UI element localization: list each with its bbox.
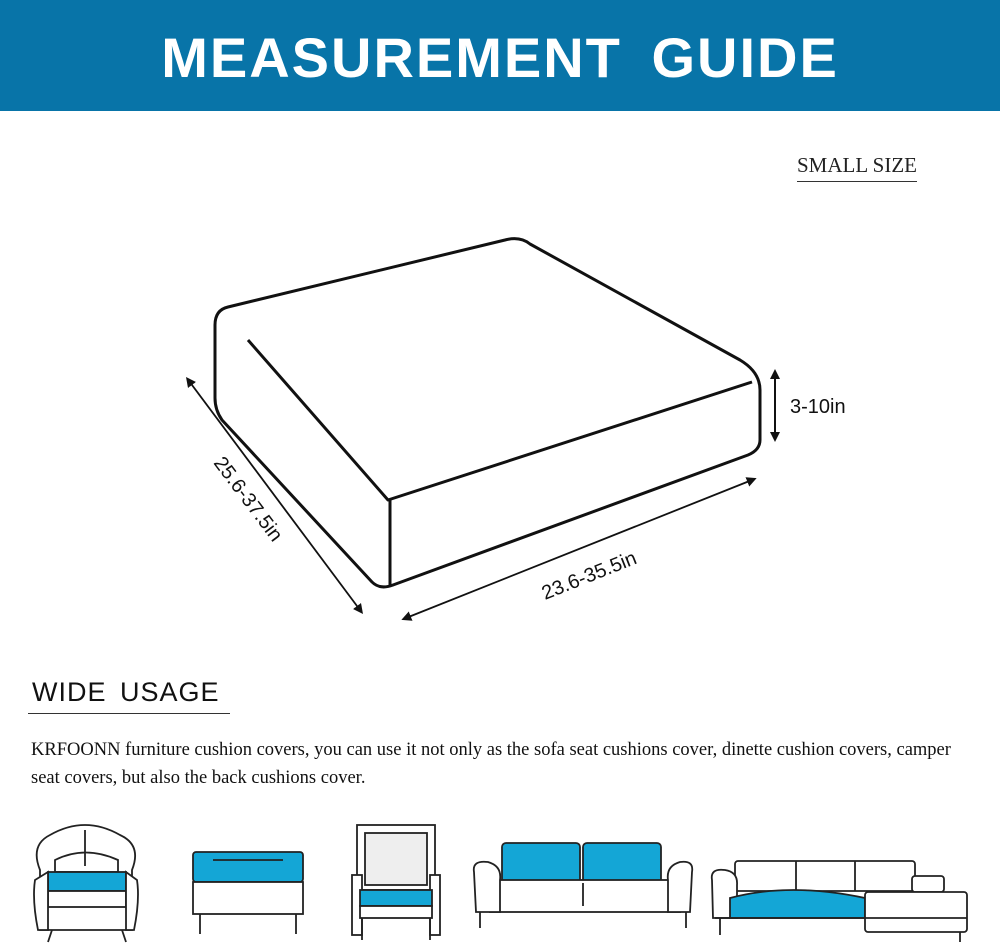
usage-description: KRFOONN furniture cushion covers, you can use it not only as the sofa seat cushions cover, dinette cushion covers, camper seat covers, but also the back cushions cover. (31, 740, 951, 788)
tub-chair-icon (34, 825, 138, 942)
ottoman-icon (193, 852, 303, 934)
cushion-outline (215, 239, 760, 587)
depth-arrow (189, 381, 360, 610)
furniture-icons (0, 815, 1000, 949)
page-title: MEASUREMENT GUIDE (161, 26, 839, 89)
width-label: 23.6-35.5in (538, 547, 640, 605)
usage-title-underline (28, 713, 230, 714)
usage-title: WIDE USAGE (32, 677, 220, 707)
loveseat-icon (474, 843, 692, 928)
sectional-sofa-icon (712, 861, 967, 942)
header-banner (0, 0, 1000, 111)
cushion-diagram (0, 180, 1000, 640)
height-label: 3-10in (790, 396, 846, 418)
size-label: SMALL SIZE (797, 153, 917, 182)
depth-label: 25.6-37.5in (209, 452, 287, 546)
dining-chair-icon (352, 825, 440, 940)
width-arrow (406, 480, 752, 618)
